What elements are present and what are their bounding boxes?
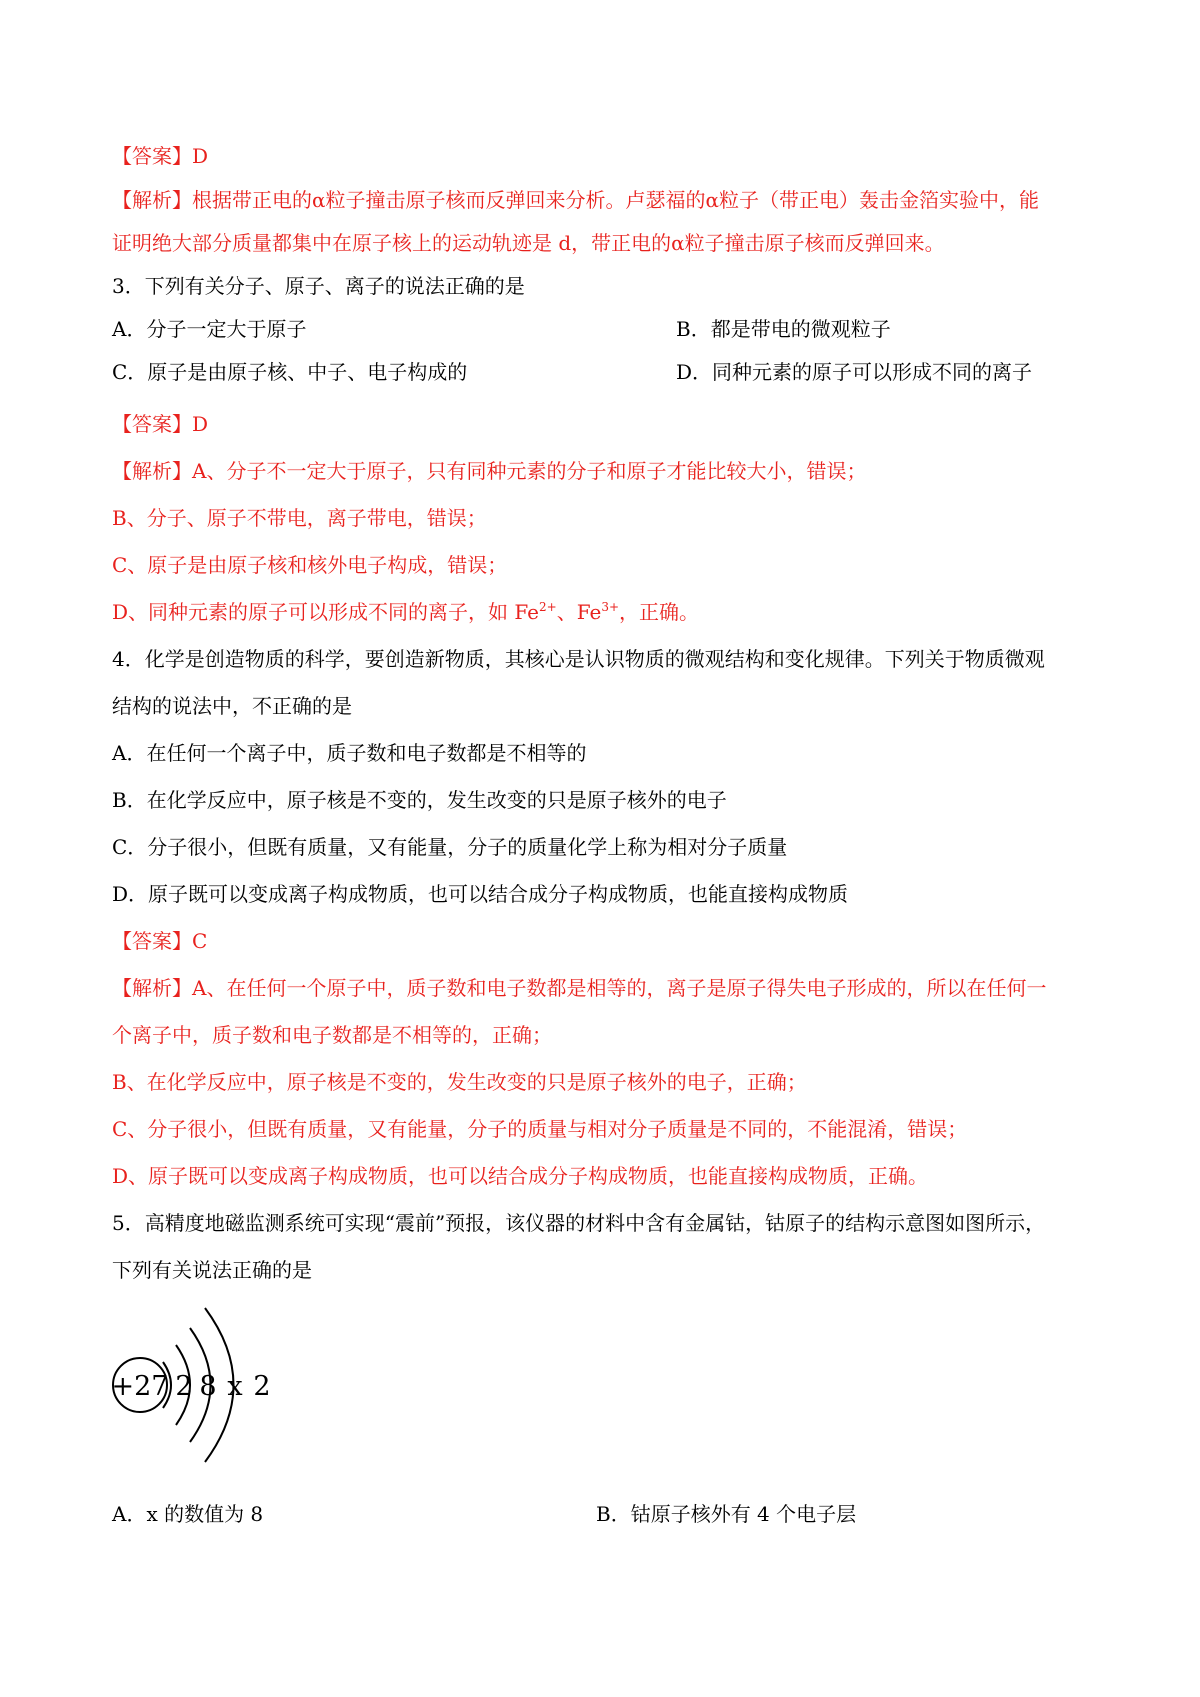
q3-analysis-4-mid: 、Fe bbox=[556, 600, 602, 624]
q3-analysis-4-prefix: D、同种元素的原子可以形成不同的离子，如 Fe bbox=[112, 600, 540, 624]
q3-answer: 【答案】D bbox=[112, 412, 209, 436]
q4-analysis-line-3: B、在化学反应中，原子核是不变的，发生改变的只是原子核外的电子，正确； bbox=[112, 1070, 807, 1094]
q3-analysis-line-1: 【解析】A、分子不一定大于原子，只有同种元素的分子和原子才能比较大小，错误； bbox=[112, 459, 867, 483]
shell-3-electrons: x bbox=[227, 1371, 243, 1402]
fe2-charge: 2+ bbox=[539, 600, 557, 614]
q3-option-c: C．原子是由原子核、中子、电子构成的 bbox=[112, 360, 468, 384]
q4-stem-line-1: 4．化学是创造物质的科学，要创造新物质，其核心是认识物质的微观结构和变化规律。下列关于物质微观 bbox=[112, 647, 1045, 671]
q4-analysis-line-1: 【解析】A、在任何一个原子中，质子数和电子数都是相等的，离子是原子得失电子形成的，所以在任何一 bbox=[112, 976, 1047, 1000]
q3-analysis-4-suffix: ，正确。 bbox=[619, 600, 700, 624]
q4-option-b: B．在化学反应中，原子核是不变的，发生改变的只是原子核外的电子 bbox=[112, 788, 727, 812]
q3-option-b: B．都是带电的微观粒子 bbox=[676, 317, 891, 341]
q5-stem-line-1: 5．高精度地磁监测系统可实现“震前”预报，该仪器的材料中含有金属钴，钴原子的结构示意图如图所示， bbox=[112, 1211, 1046, 1235]
q4-option-c: C．分子很小，但既有质量，又有能量，分子的质量化学上称为相对分子质量 bbox=[112, 835, 788, 859]
q3-stem: 3．下列有关分子、原子、离子的说法正确的是 bbox=[112, 274, 525, 298]
q2-analysis-line-2: 证明绝大部分质量都集中在原子核上的运动轨迹是 d，带正电的α粒子撞击原子核而反弹回来。 bbox=[112, 231, 945, 255]
nucleus-charge: +27 bbox=[111, 1371, 169, 1402]
q4-option-a: A．在任何一个离子中，质子数和电子数都是不相等的 bbox=[112, 741, 587, 765]
fe3-charge: 3+ bbox=[601, 600, 620, 614]
q5-option-a: A．x 的数值为 8 bbox=[112, 1502, 264, 1526]
q3-option-a: A．分子一定大于原子 bbox=[112, 317, 307, 341]
shell-1-electrons: 2 bbox=[175, 1371, 193, 1402]
q5-stem-line-2: 下列有关说法正确的是 bbox=[112, 1258, 312, 1282]
q4-analysis-line-2: 个离子中，质子数和电子数都是不相等的，正确； bbox=[112, 1023, 552, 1047]
shell-2-electrons: 8 bbox=[199, 1371, 217, 1402]
q3-analysis-line-3: C、原子是由原子核和核外电子构成，错误； bbox=[112, 553, 508, 577]
q2-answer: 【答案】D bbox=[112, 144, 209, 168]
q4-analysis-line-4: C、分子很小，但既有质量，又有能量，分子的质量与相对分子质量是不同的，不能混淆，错误； bbox=[112, 1117, 968, 1141]
q4-analysis-line-5: D、原子既可以变成离子构成物质，也可以结合成分子构成物质，也能直接构成物质，正确。 bbox=[112, 1164, 929, 1188]
q4-answer: 【答案】C bbox=[112, 929, 208, 953]
q3-analysis-line-2: B、分子、原子不带电，离子带电，错误； bbox=[112, 506, 487, 530]
q5-option-b: B．钴原子核外有 4 个电子层 bbox=[596, 1502, 857, 1526]
q2-analysis-line-1: 【解析】根据带正电的α粒子撞击原子核而反弹回来分析。卢瑟福的α粒子（带正电）轰击金箔实验中，能 bbox=[112, 188, 1040, 212]
q3-analysis-line-4 bbox=[112, 598, 699, 626]
q3-option-d: D．同种元素的原子可以形成不同的离子 bbox=[676, 360, 1033, 384]
shell-4-electrons: 2 bbox=[253, 1371, 271, 1402]
cobalt-atom-structure-diagram bbox=[100, 1300, 290, 1465]
q4-option-d: D．原子既可以变成离子构成物质，也可以结合成分子构成物质，也能直接构成物质 bbox=[112, 882, 849, 906]
q4-stem-line-2: 结构的说法中，不正确的是 bbox=[112, 694, 352, 718]
